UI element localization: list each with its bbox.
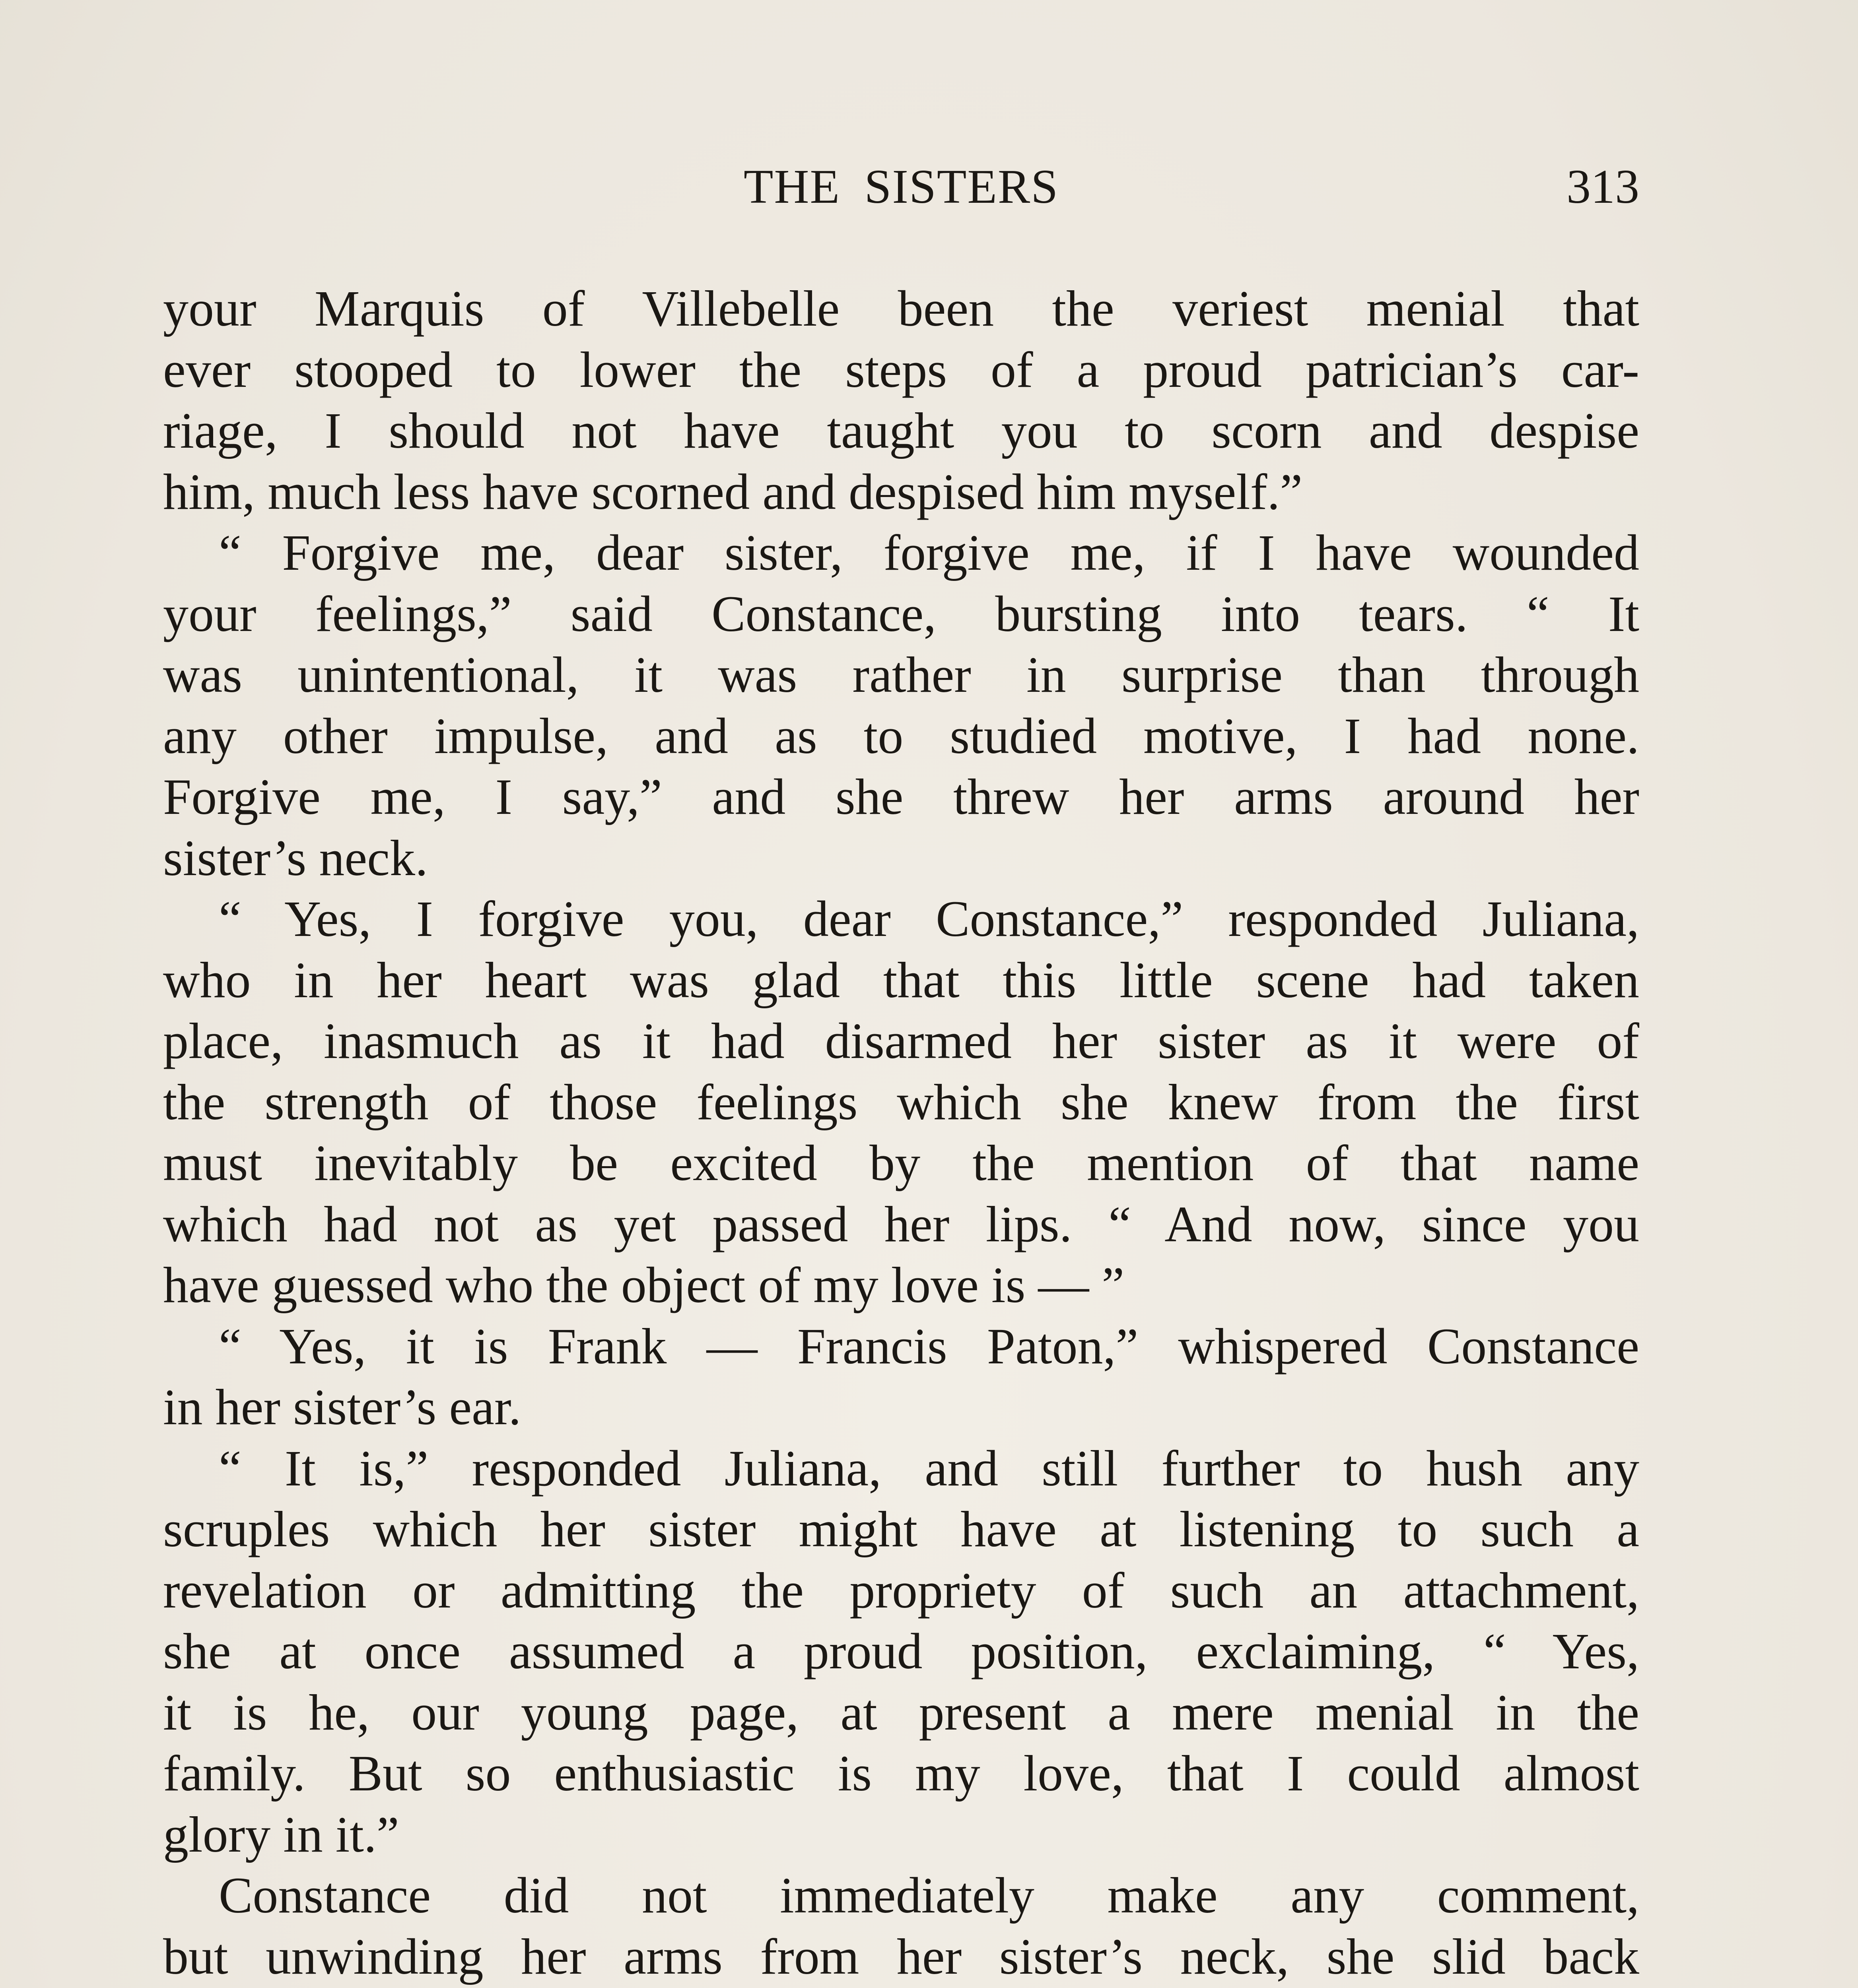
body-text bbox=[163, 278, 1639, 1988]
text-line: family. But so enthusiastic is my love, that I could almost bbox=[163, 1745, 1639, 1802]
page-number: 313 bbox=[1566, 160, 1639, 214]
text-line: scruples which her sister might have at listening to such a bbox=[163, 1501, 1639, 1557]
text-line: she at once assumed a proud position, exclaiming, “ Yes, bbox=[163, 1623, 1639, 1679]
text-line: your Marquis of Villebelle been the veriest menial that bbox=[163, 280, 1639, 337]
text-line: “ Yes, it is Frank — Francis Paton,” whispered Constance bbox=[219, 1318, 1639, 1375]
text-line: any other impulse, and as to studied motive, I had none. bbox=[163, 707, 1639, 764]
text-line: revelation or admitting the propriety of such an attachment, bbox=[163, 1562, 1639, 1619]
text-line: which had not as yet passed her lips. “ And now, since you bbox=[163, 1196, 1639, 1252]
text-line: “ Yes, I forgive you, dear Constance,” responded Juliana, bbox=[219, 891, 1639, 947]
page-header bbox=[163, 159, 1639, 219]
text-line: place, inasmuch as it had disarmed her sister as it were of bbox=[163, 1013, 1639, 1069]
text-line: but unwinding her arms from her sister’s neck, she slid back bbox=[163, 1928, 1639, 1985]
text-line: sister’s neck. bbox=[163, 829, 428, 886]
text-line: in her sister’s ear. bbox=[163, 1379, 521, 1435]
text-line: riage, I should not have taught you to scorn and despise bbox=[163, 402, 1639, 459]
text-line: it is he, our young page, at present a mere menial in the bbox=[163, 1684, 1639, 1741]
text-line: “ Forgive me, dear sister, forgive me, if I have wounded bbox=[219, 524, 1639, 581]
text-line: who in her heart was glad that this little scene had taken bbox=[163, 951, 1639, 1008]
running-head: THE SISTERS bbox=[743, 160, 1059, 214]
text-line: the strength of those feelings which she knew from the first bbox=[163, 1074, 1639, 1130]
text-line: Constance did not immediately make any comment, bbox=[219, 1867, 1639, 1924]
text-line: must inevitably be excited by the mention of that name bbox=[163, 1135, 1639, 1191]
text-line: him, much less have scorned and despised him myself.” bbox=[163, 463, 1303, 520]
text-line: ever stooped to lower the steps of a proud patrician’s car- bbox=[163, 341, 1639, 398]
text-line: was unintentional, it was rather in surprise than through bbox=[163, 646, 1639, 703]
text-line: Forgive me, I say,” and she threw her arms around her bbox=[163, 769, 1639, 825]
text-line: your feelings,” said Constance, bursting into tears. “ It bbox=[163, 585, 1639, 642]
text-line: “ It is,” responded Juliana, and still further to hush any bbox=[219, 1440, 1639, 1497]
text-line: have guessed who the object of my love is — ” bbox=[163, 1257, 1125, 1313]
text-line: glory in it.” bbox=[163, 1806, 399, 1863]
